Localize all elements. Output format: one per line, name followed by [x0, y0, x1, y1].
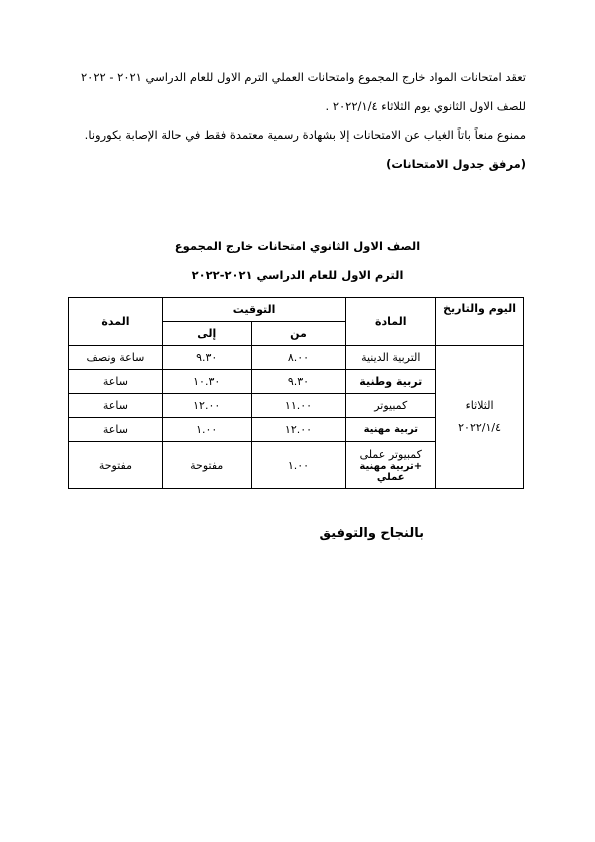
attachment-note: (مرفق جدول الامتحانات): [386, 157, 526, 171]
header-subject: المادة: [346, 298, 436, 346]
to-cell: ١٠.٣٠: [162, 370, 251, 394]
subject-cell: تربية وطنية: [346, 370, 436, 394]
subject-cell: كمبيوتر: [346, 394, 436, 418]
to-cell: مفتوحة: [162, 442, 251, 489]
day-date-cell: [436, 346, 524, 489]
duration-cell: ساعة: [69, 394, 163, 418]
subject-line-1: كمبيوتر عملى: [359, 447, 422, 461]
to-cell: ١٢.٠٠: [162, 394, 251, 418]
to-cell: ١.٠٠: [162, 418, 251, 442]
subject-cell: التربية الدينية: [346, 346, 436, 370]
table-row: [69, 346, 524, 370]
duration-cell: مفتوحة: [69, 442, 163, 489]
subject-cell: [346, 442, 436, 489]
day-name: الثلاثاء: [465, 399, 494, 412]
from-cell: ١٢.٠٠: [251, 418, 346, 442]
duration-cell: ساعة ونصف: [69, 346, 163, 370]
subject-line-2: +تربية مهنية عملي: [359, 460, 423, 483]
subject-cell: تربية مهنية: [346, 418, 436, 442]
exam-date: ٢٠٢٢/١/٤: [458, 421, 502, 434]
table-subtitle: الترم الاول للعام الدراسي ٢٠٢١-٢٠٢٢: [191, 268, 404, 282]
intro-line-1: تعقد امتحانات المواد خارج المجموع وامتحانات العملي الترم الاول للعام الدراسي ٢٠٢١ - ٢٠٢٢: [80, 70, 526, 84]
header-timing: التوقيت: [162, 298, 346, 322]
intro-line-3: ممنوع منعاً باتاً الغياب عن الامتحانات إلا بشهادة رسمية معتمدة فقط في حالة الإصابة بكورونا.: [84, 128, 526, 142]
from-cell: ٩.٣٠: [251, 370, 346, 394]
header-from: من: [251, 322, 346, 346]
intro-line-2: للصف الاول الثانوي يوم الثلاثاء ٢٠٢٢/١/٤ .: [325, 99, 526, 113]
header-day-date: اليوم والتاريخ: [436, 298, 524, 346]
closing-wish: بالنجاح والتوفيق: [319, 526, 424, 541]
from-cell: ١.٠٠: [251, 442, 346, 489]
to-cell: ٩.٣٠: [162, 346, 251, 370]
header-to: إلى: [162, 322, 251, 346]
from-cell: ١١.٠٠: [251, 394, 346, 418]
table-header-row: [69, 298, 524, 322]
table-title: الصف الاول الثانوي امتحانات خارج المجموع: [174, 239, 421, 253]
duration-cell: ساعة: [69, 418, 163, 442]
exam-schedule-table: [68, 297, 524, 489]
from-cell: ٨.٠٠: [251, 346, 346, 370]
duration-cell: ساعة: [69, 370, 163, 394]
header-duration: المدة: [69, 298, 163, 346]
